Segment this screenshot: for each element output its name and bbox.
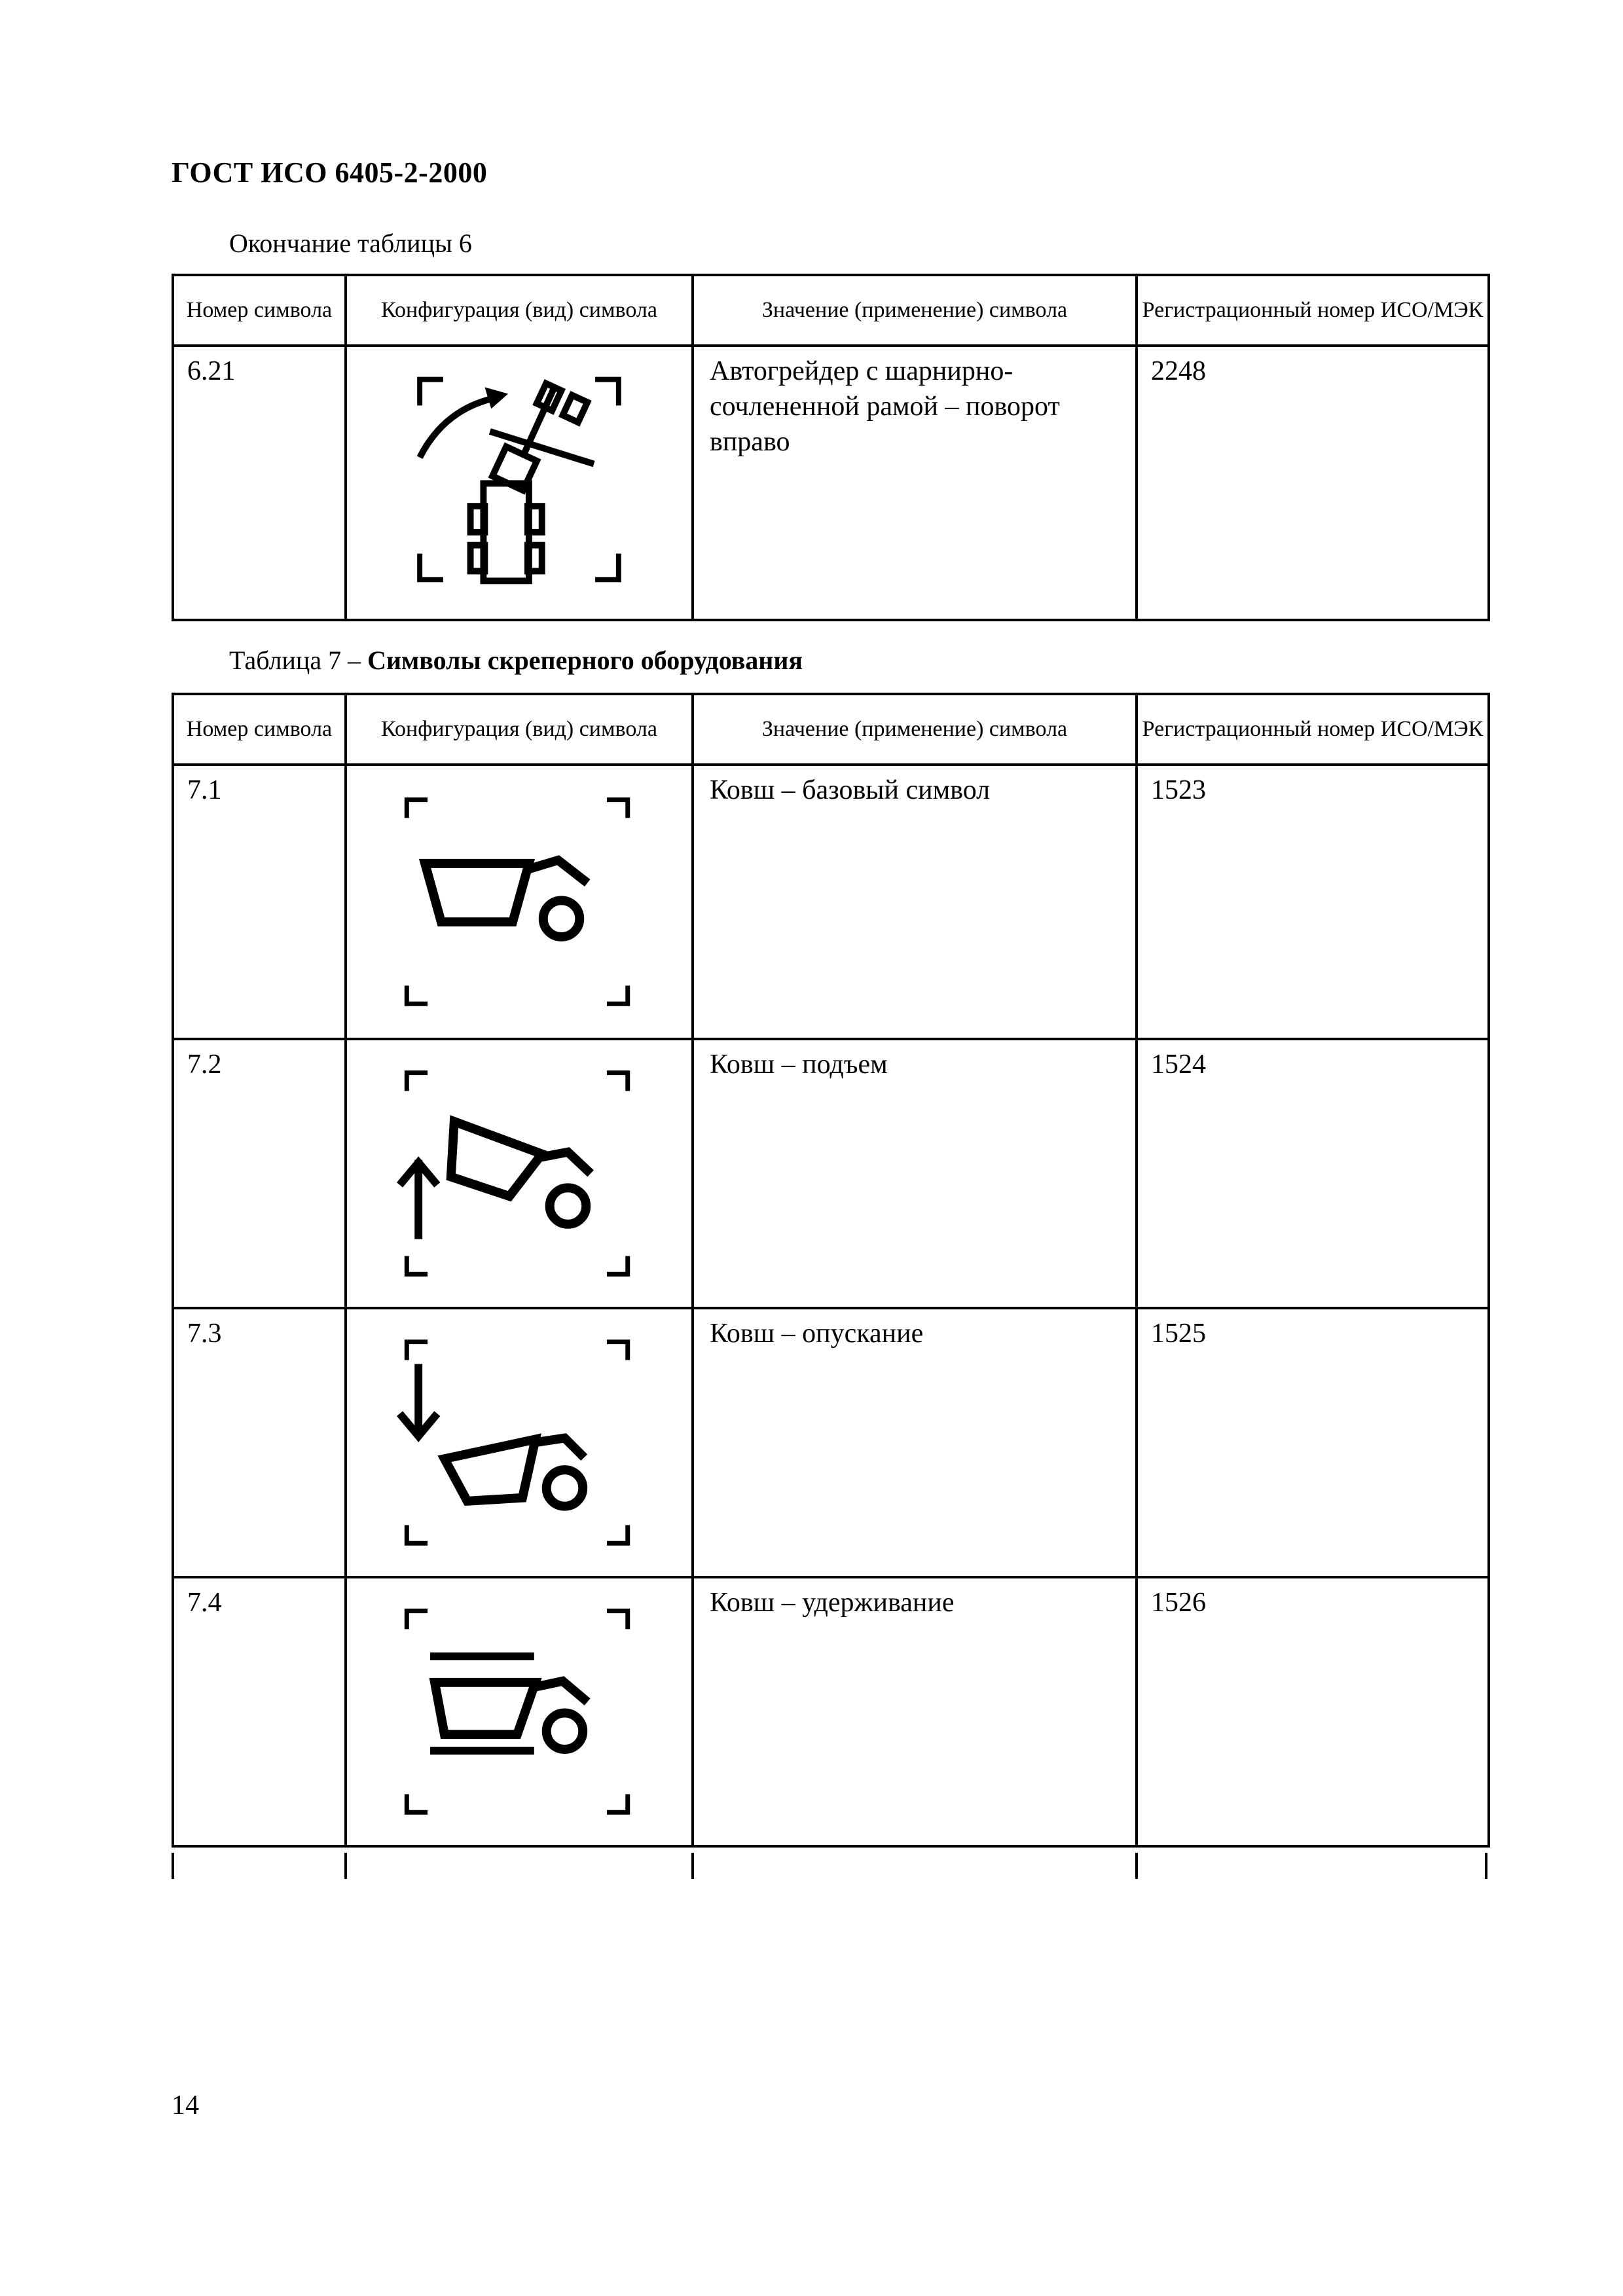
table-continuation-line xyxy=(691,1853,694,1879)
table-row xyxy=(173,765,1489,1039)
table-row xyxy=(173,1039,1489,1308)
table-continuation-line xyxy=(344,1853,347,1879)
symbol-number: 7.3 xyxy=(173,1308,346,1577)
symbol-meaning: Ковш – подъем xyxy=(693,1039,1137,1308)
symbol-number: 7.4 xyxy=(173,1577,346,1846)
registration-number: 1526 xyxy=(1137,1577,1489,1846)
registration-number: 1524 xyxy=(1137,1039,1489,1308)
symbol-number: 6.21 xyxy=(173,346,346,620)
scraper-bowl-hold-icon xyxy=(347,1578,691,1845)
registration-number: 1525 xyxy=(1137,1308,1489,1577)
page-number: 14 xyxy=(172,2090,199,2121)
table-continuation-line xyxy=(172,1853,174,1879)
scraper-bowl-icon xyxy=(347,766,691,1038)
table-6-caption: Окончание таблицы 6 xyxy=(229,228,472,258)
symbol-cell xyxy=(346,1039,693,1308)
scraper-bowl-lower-icon xyxy=(347,1309,691,1576)
table-header-row xyxy=(173,694,1489,765)
symbol-cell xyxy=(346,1577,693,1846)
articulated-grader-steer-right-icon xyxy=(347,347,691,619)
table-7-caption xyxy=(229,645,803,676)
table-row xyxy=(173,1577,1489,1846)
symbol-meaning: Ковш – удерживание xyxy=(693,1577,1137,1846)
registration-number: 1523 xyxy=(1137,765,1489,1039)
column-header-configuration: Конфигурация (вид) символа xyxy=(346,694,693,765)
symbol-number: 7.2 xyxy=(173,1039,346,1308)
column-header-meaning: Значение (применение) символа xyxy=(693,694,1137,765)
column-header-configuration: Конфигурация (вид) символа xyxy=(346,275,693,346)
column-header-meaning: Значение (применение) символа xyxy=(693,275,1137,346)
column-header-number: Номер символа xyxy=(173,275,346,346)
table-7-caption-title: Символы скреперного оборудования xyxy=(367,646,803,675)
table-7-caption-prefix: Таблица 7 – xyxy=(229,646,361,675)
column-header-number: Номер символа xyxy=(173,694,346,765)
symbol-number: 7.1 xyxy=(173,765,346,1039)
scraper-bowl-raise-icon xyxy=(347,1040,691,1307)
table-row xyxy=(173,346,1489,620)
symbol-cell xyxy=(346,765,693,1039)
document-code: ГОСТ ИСО 6405-2-2000 xyxy=(172,156,488,189)
symbol-meaning: Ковш – опускание xyxy=(693,1308,1137,1577)
table-continuation-line xyxy=(1485,1853,1487,1879)
symbol-meaning: Автогрейдер с шарнирно-сочлененной рамой – поворот вправо xyxy=(693,346,1137,620)
table-7 xyxy=(172,693,1490,1848)
table-6 xyxy=(172,274,1490,621)
symbol-meaning: Ковш – базовый символ xyxy=(693,765,1137,1039)
symbol-cell xyxy=(346,346,693,620)
registration-number: 2248 xyxy=(1137,346,1489,620)
column-header-registration: Регистрационный номер ИСО/МЭК xyxy=(1137,694,1489,765)
column-header-registration: Регистрационный номер ИСО/МЭК xyxy=(1137,275,1489,346)
table-continuation-line xyxy=(1135,1853,1138,1879)
table-header-row xyxy=(173,275,1489,346)
table-row xyxy=(173,1308,1489,1577)
symbol-cell xyxy=(346,1308,693,1577)
